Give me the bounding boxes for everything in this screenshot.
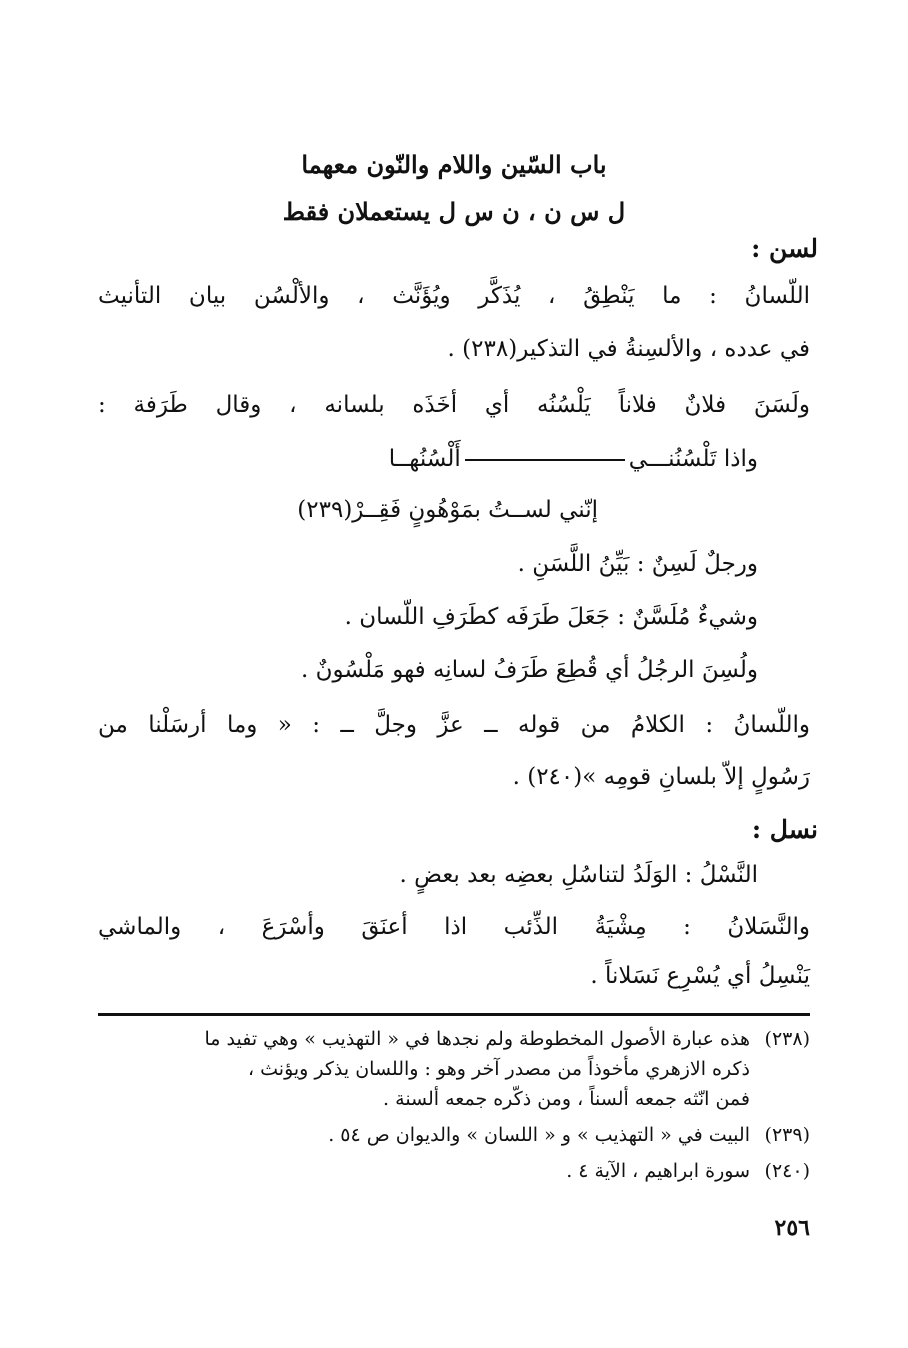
footnote-line: فمن انّثه جمعه ألسناً ، ومن ذكّره جمعه ألسنة . [383, 1088, 750, 1110]
text-line: في عدده ، والألسِنةُ في التذكير(٢٣٨) . [447, 336, 810, 362]
verse-separator [465, 459, 625, 461]
page-number: ٢٥٦ [774, 1215, 810, 1241]
entry-heading-lsn: لسن : [751, 234, 818, 263]
footnote-line: ذكره الازهري مأخوذاً من مصدر آخر وهو : واللسان يذكر ويؤنث ، [247, 1058, 750, 1080]
text-line: يَنْسِلُ أي يُسْرِع نَسَلاناً . [590, 963, 810, 989]
footnote-line: هذه عبارة الأصول المخطوطة ولم نجدها في « التهذيب » وهي تفيد ما [204, 1028, 750, 1050]
footnote-number: (٢٤٠) [764, 1160, 810, 1182]
chapter-title-line-1: باب السّين واللام والنّون معهما [301, 150, 607, 179]
text-line: والنَّسَلانُ : مِشْيَةُ الذِّئب اذا أعنَقَ وأسْرَعَ ، والماشي [98, 914, 810, 940]
footnote-239 [0, 1124, 908, 1154]
footnote-238 [0, 1028, 908, 1118]
footnote-number: (٢٣٨) [764, 1028, 810, 1050]
text-line: اللّسانُ : ما يَنْطِقُ ، يُذَكَّر ويُؤَنَّث ، والألْسُن بيان التأنيث [98, 283, 810, 309]
verse-line-1-end: أَلْسُنُهــا [388, 446, 461, 472]
footnote-240 [0, 1160, 908, 1190]
chapter-title-line-2: ل س ن ، ن س ل يستعملان فقط [282, 197, 626, 226]
footnote-number: (٢٣٩) [764, 1124, 810, 1146]
verse-line-1-start: واذا تَلْسُنُنـــي [628, 446, 758, 472]
verse-line-2: إنّني لســتُ بمَوْهُونٍ فَقِــرْ(٢٣٩) [297, 497, 598, 523]
footnote-divider [98, 1013, 810, 1016]
footnote-line: البيت في « التهذيب » و « اللسان » والديوان ص ٥٤ . [328, 1124, 750, 1146]
footnote-line: سورة ابراهيم ، الآية ٤ . [566, 1160, 750, 1182]
text-line: ورجلٌ لَسِنٌ : بَيِّنُ اللَّسَنِ . [517, 551, 758, 577]
verse-line-1 [389, 446, 758, 472]
entry-heading-nsl: نسل : [751, 815, 818, 844]
text-line: رَسُولٍ إلاّ بلسانِ قومِه »(٢٤٠) . [512, 764, 810, 790]
text-line: النَّسْلُ : الوَلَدُ لتناسُلِ بعضِه بعد بعضٍ . [399, 862, 758, 888]
text-line: وشيءٌ مُلَسَّنٌ : جَعَلَ طَرَفَه كطَرَفِ اللّسان . [344, 604, 758, 630]
text-line: واللّسانُ : الكلامُ من قوله ــ عزَّ وجلَّ ــ : « وما أرسَلْنا من [98, 712, 810, 738]
text-line: ولَسَنَ فلانٌ فلاناً يَلْسُنُه أي أخَذَه بلسانه ، وقال طَرَفة : [98, 392, 810, 418]
text-line: ولُسِنَ الرجُلُ أي قُطِعَ طَرَفُ لسانِه فهو مَلْسُونٌ . [301, 657, 758, 683]
